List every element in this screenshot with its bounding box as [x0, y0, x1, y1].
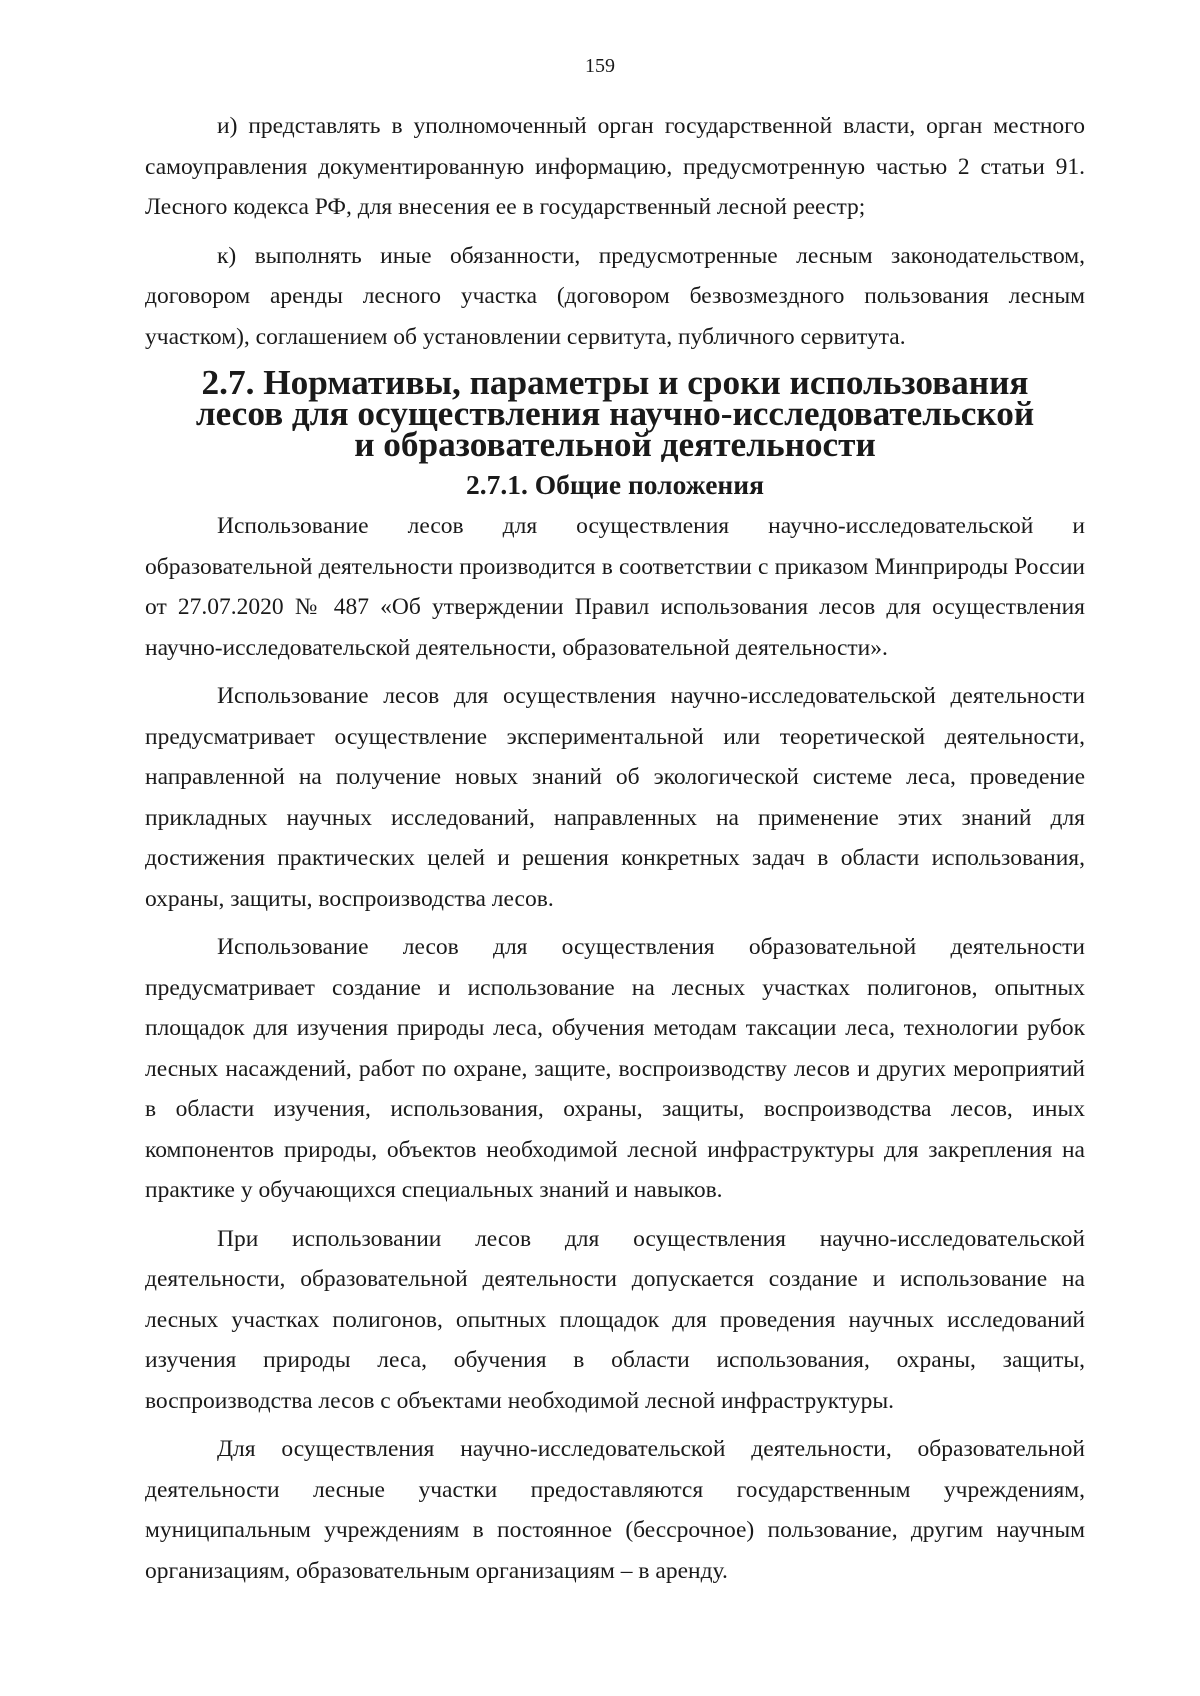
- paragraph: Использование лесов для осуществления образовательной деятельности предусматривает создание и использование на лесных участках полигонов, опытных площадок для изучения природы леса, обучения методам таксации леса, технологии рубок лесных насаждений, работ по охране, защите, воспроизводству лесов и других мероприятий в области изучения, использования, охраны, защиты, воспроизводства лесов, иных компонентов природы, объектов необходимой лесной инфраструктуры для закрепления на практике у обучающихся специальных знаний и навыков.: [145, 934, 1085, 1203]
- page-number: 159: [585, 55, 615, 77]
- section-heading: 2.7. Нормативы, параметры и сроки использования лесов для осуществления научно-исследовательской и образовательной деятельности: [195, 363, 1035, 464]
- paragraph-item-i: и) представлять в уполномоченный орган государственной власти, орган местного самоуправления документированную информацию, предусмотренную частью 2 статьи 91. Лесного кодекса РФ, для внесения ее в государственный лесной реестр;: [145, 113, 1085, 220]
- paragraph: Использование лесов для осуществления научно-исследовательской деятельности предусматривает осуществление экспериментальной или теоретической деятельности, направленной на получение новых знаний об экологической системе леса, проведение прикладных научных исследований, направленных на применение этих знаний для достижения практических целей и решения конкретных задач в области использования, охраны, защиты, воспроизводства лесов.: [145, 683, 1085, 912]
- paragraph: При использовании лесов для осуществления научно-исследовательской деятельности, образовательной деятельности допускается создание и использование на лесных участках полигонов, опытных площадок для проведения научных исследований изучения природы леса, обучения в области использования, охраны, защиты, воспроизводства лесов с объектами необходимой лесной инфраструктуры.: [145, 1225, 1085, 1414]
- paragraph: Использование лесов для осуществления научно-исследовательской и образовательной деятельности производится в соответствии с приказом Минприроды России от 27.07.2020 № 487 «Об утверждении Правил использования лесов для осуществления научно-исследовательской деятельности, образовательной деятельности».: [145, 513, 1085, 661]
- paragraph-item-k: к) выполнять иные обязанности, предусмотренные лесным законодательством, договором аренды лесного участка (договором безвозмездного пользования лесным участком), соглашением об установлении сервитута, публичного сервитута.: [145, 242, 1085, 350]
- subsection-heading: 2.7.1. Общие положения: [466, 470, 764, 500]
- document-body: [145, 106, 1085, 1599]
- paragraph: Для осуществления научно-исследовательской деятельности, образовательной деятельности лесные участки предоставляются государственным учреждениям, муниципальным учреждениям в постоянное (бессрочное) пользование, другим научным организациям, образовательным организациям – в аренду.: [145, 1436, 1085, 1584]
